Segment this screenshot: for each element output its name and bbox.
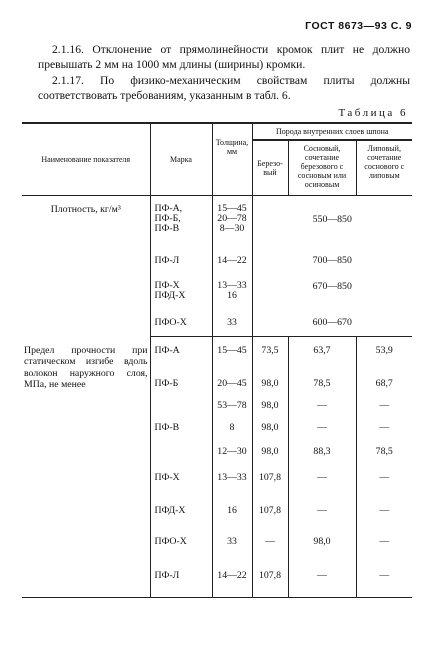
strength-thick: 16 [212,495,252,526]
strength-label: Предел прочности при статическом изгибе вдоль волокон наружного слоя, МПа, не менее [22,337,150,598]
density-value-2: 700—850 [252,249,412,277]
density-label: Плотность, кг/м³ [50,204,121,215]
strength-mark: ПФ-Б [150,366,212,394]
mark-cell: ПФ-Х [154,279,180,291]
strength-linden: — [356,416,412,438]
header-indicator: Наименование показателя [22,123,150,196]
strength-thick: 15—45 [212,337,252,366]
table-caption: Таблица 6 [338,107,408,119]
thickness-cell: 20—78 [217,213,247,224]
density-marks-1 [150,196,212,249]
thickness-cell: 16 [227,289,237,301]
header-birch: Березо-вый [252,140,288,196]
strength-pine: 78,5 [288,366,356,394]
strength-mark [150,394,212,416]
strength-thick: 13—33 [212,464,252,495]
strength-linden: — [356,464,412,495]
strength-birch: 107,8 [252,464,288,495]
header-group: Порода внутренних слоев шпона [252,123,412,140]
strength-pine: 63,7 [288,337,356,366]
strength-thick: 53—78 [212,394,252,416]
strength-birch: 98,0 [252,416,288,438]
strength-mark: ПФД-Х [150,495,212,526]
strength-birch: 98,0 [252,366,288,394]
strength-mark [150,438,212,464]
strength-linden: — [356,558,412,598]
strength-thick: 14—22 [212,558,252,598]
strength-pine: — [288,558,356,598]
strength-linden: 78,5 [356,438,412,464]
density-thick-2: 14—22 [212,249,252,277]
strength-mark: ПФ-А [150,337,212,366]
strength-linden: 53,9 [356,337,412,366]
strength-mark: ПФ-Х [150,464,212,495]
density-marks-4: ПФО-Х [150,313,212,337]
strength-birch: 98,0 [252,394,288,416]
strength-birch: 107,8 [252,495,288,526]
strength-pine: — [288,394,356,416]
density-marks-3 [150,277,212,313]
strength-linden: 68,7 [356,366,412,394]
strength-mark: ПФО-Х [150,526,212,558]
paragraph-text: 2.1.16. Отклонение от прямолинейности кромок плит не должно превышать 2 мм на 1000 мм длины (ширины) кромки. [38,43,410,71]
density-thick-1 [212,196,252,249]
header-pine: Сосновый, сочетание березового с сосновым или осиновым [288,140,356,196]
strength-birch: — [252,526,288,558]
strength-birch: 98,0 [252,438,288,464]
paragraph-2-1-17 [38,73,410,103]
page-header: ГОСТ 8673—93 С. 9 [305,20,412,32]
thickness-cell: 8—30 [219,223,245,234]
strength-linden: — [356,495,412,526]
strength-thick: 8 [212,416,252,438]
paragraph-2-1-16 [38,42,410,72]
header-mark: Марка [150,123,212,196]
mark-cell: ПФД-Х [154,289,186,301]
strength-pine: 98,0 [288,526,356,558]
header-thickness: Толщина, мм [212,123,252,196]
density-thick-4: 33 [212,313,252,337]
density-value-1: 550—850 [252,196,412,249]
strength-thick: 20—45 [212,366,252,394]
thickness-cell: 13—33 [217,279,247,291]
strength-pine: — [288,416,356,438]
strength-thick: 33 [212,526,252,558]
strength-linden: — [356,526,412,558]
density-value-4: 600—670 [252,313,412,337]
density-value-3: 670—850 [252,277,412,313]
thickness-cell: 15—45 [217,203,247,214]
strength-pine: — [288,464,356,495]
strength-thick: 12—30 [212,438,252,464]
mark-cell: ПФ-Б, [154,213,181,224]
density-marks-2: ПФ-Л [150,249,212,277]
strength-birch: 73,5 [252,337,288,366]
strength-mark: ПФ-Л [150,558,212,598]
header-linden: Липовый, сочетание соснового с липовым [356,140,412,196]
strength-pine: — [288,495,356,526]
strength-mark: ПФ-В [150,416,212,438]
density-thick-3 [212,277,252,313]
paragraph-text: 2.1.17. По физико-механическим свойствам плиты должны соответствовать требованиям, указанным в табл. 6. [38,74,410,102]
strength-linden: — [356,394,412,416]
properties-table [22,122,412,598]
strength-pine: 88,3 [288,438,356,464]
mark-cell: ПФ-А, [154,203,183,214]
mark-cell: ПФ-В [154,223,180,234]
strength-birch: 107,8 [252,558,288,598]
